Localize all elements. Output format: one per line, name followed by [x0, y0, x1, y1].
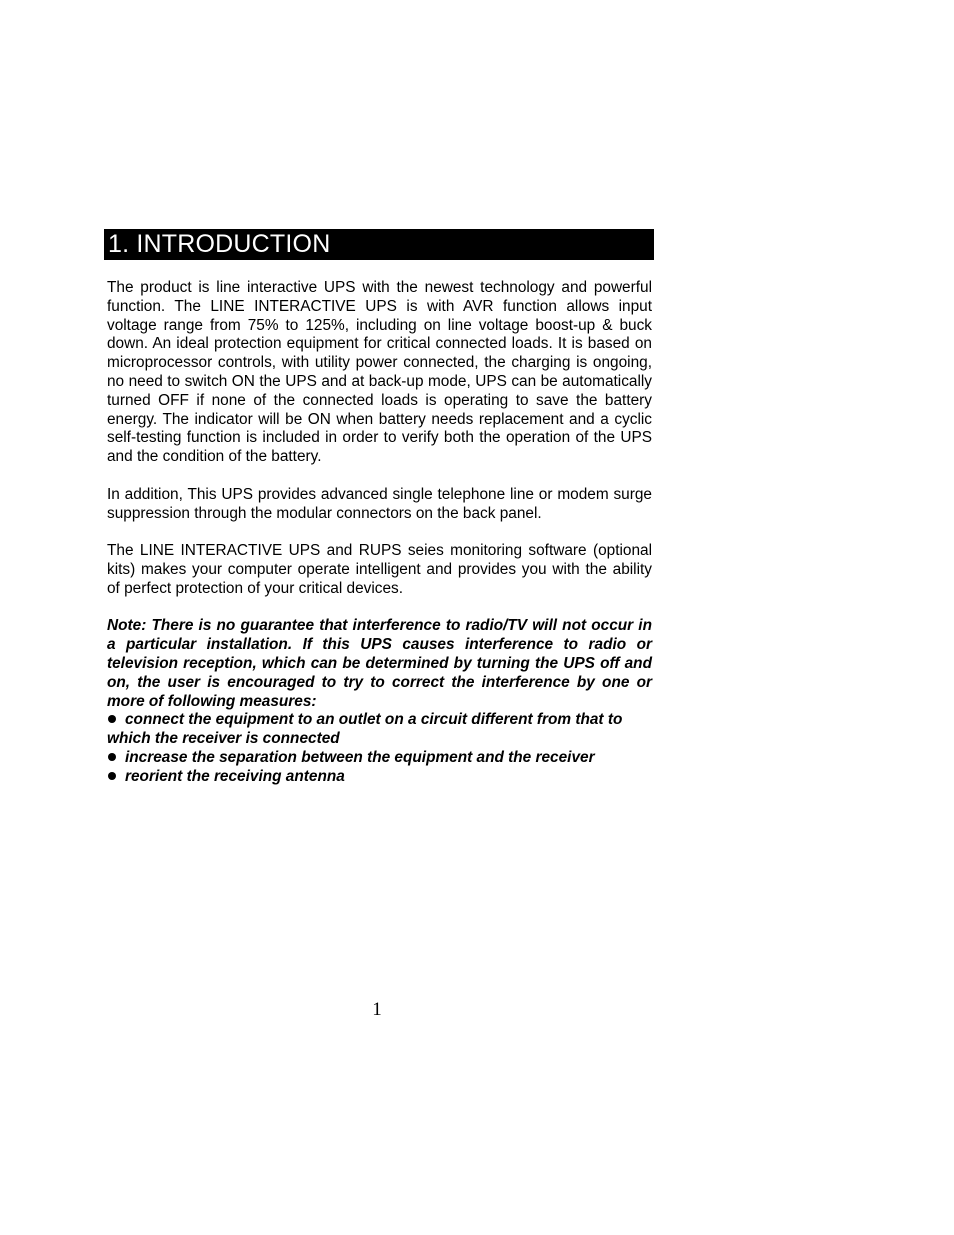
page-number: 1: [372, 999, 382, 1020]
bullet-icon: [108, 772, 116, 780]
surge-suppression-paragraph: In addition, This UPS provides advanced single telephone line or modem surge suppression through the modular connectors on the back panel.: [107, 485, 652, 522]
monitoring-software-paragraph: The LINE INTERACTIVE UPS and RUPS seies monitoring software (optional kits) makes your computer operate intelligent and provides you with the ability of perfect protection of your critical devices.: [107, 542, 652, 597]
measure-text: reorient the receiving antenna: [125, 767, 345, 785]
bullet-icon: [108, 753, 116, 761]
body-content: [107, 279, 652, 787]
interference-note: Note: There is no guarantee that interference to radio/TV will not occur in a particular installation. If this UPS causes interference to radio or television reception, which can be determined by turning the UPS off and on, the user is encouraged to try to correct the interference by one or more of following measures:: [107, 617, 652, 710]
bullet-icon: [108, 715, 116, 723]
section-title: 1. INTRODUCTION: [108, 230, 331, 258]
list-item: [107, 749, 652, 768]
list-item: [107, 711, 652, 749]
section-header-bar: [104, 229, 654, 260]
measures-list: [107, 711, 652, 786]
intro-paragraph: The product is line interactive UPS with the newest technology and powerful function. The LINE INTERACTIVE UPS is with AVR function allows input voltage range from 75% to 125%, including on line voltage boost-up & buck down. An ideal protection equipment for critical connected loads. It is based on microprocessor controls, with utility power connected, the charging is ongoing, no need to switch ON the UPS and at back-up mode, UPS can be automatically turned OFF if none of the connected loads is operating to save the battery energy. The indicator will be ON when battery needs replacement and a cyclic self-testing function is included in order to verify both the operation of the UPS and the condition of the battery.: [107, 279, 652, 466]
list-item: [107, 768, 652, 787]
measure-text: increase the separation between the equipment and the receiver: [125, 748, 595, 766]
measure-text: connect the equipment to an outlet on a circuit different from that to which the receiver is connected: [107, 711, 623, 748]
